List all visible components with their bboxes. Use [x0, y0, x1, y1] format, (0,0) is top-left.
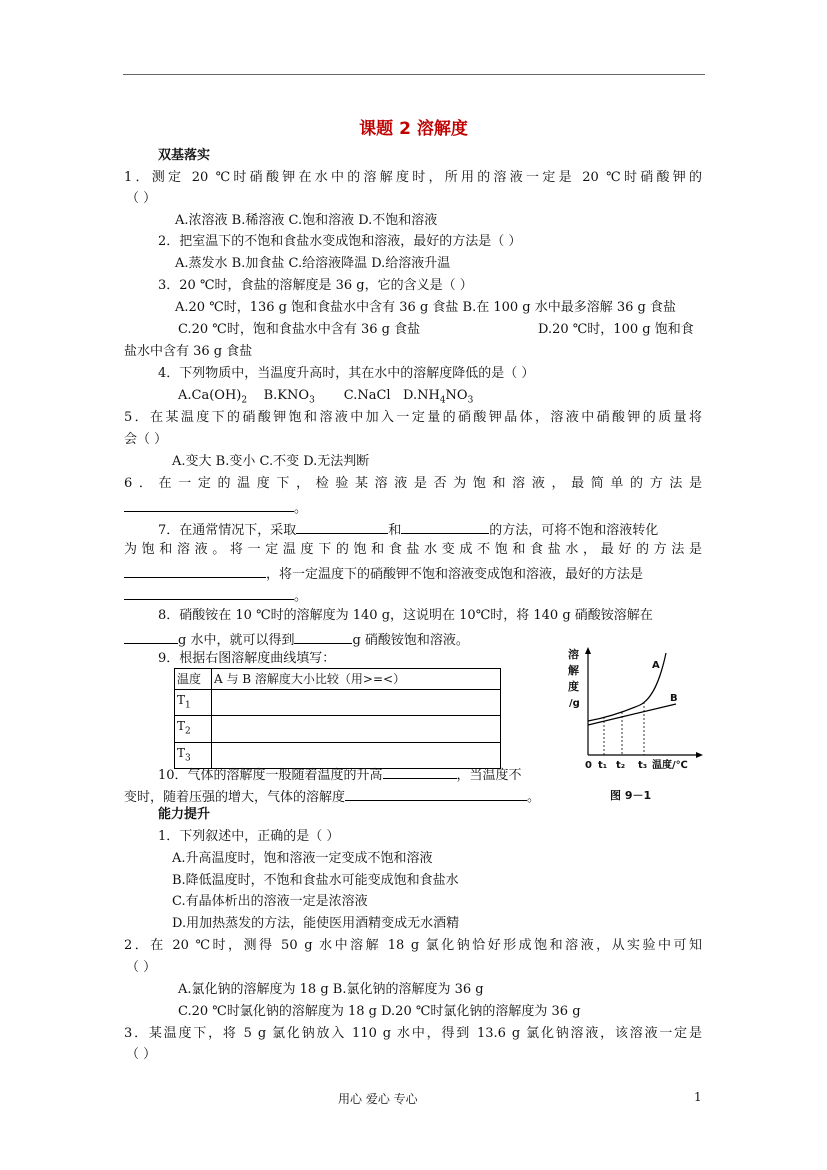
q3-option-c: C.20 ℃时，饱和食盐水中含有 36 g 食盐: [178, 322, 421, 337]
p2-options-ab: A.氯化钠的溶解度为 18 g B.氯化钠的溶解度为 36 g: [178, 982, 484, 997]
q9-table: [174, 668, 501, 769]
q10-line2: 变时，随着压强的增大，气体的溶解度 。: [124, 786, 540, 807]
q6-blank[interactable]: [124, 497, 294, 512]
p3-stem-bracket: （ ）: [126, 1047, 157, 1062]
figure-xlabel: 温度/℃: [652, 760, 688, 771]
p3-stem: 3．某温度下，将 5 g 氯化钠放入 110 g 水中，得到 13.6 g 氯化钠溶液，该溶液一定是: [124, 1026, 702, 1041]
figure-series-b-label: B: [670, 693, 678, 704]
section-heading-advanced: 能力提升: [158, 807, 211, 822]
q5-stem: 5．在某温度下的硝酸钾饱和溶液中加入一定量的硝酸钾晶体，溶液中硝酸钾的质量将: [124, 410, 702, 425]
page-number: 1: [694, 1090, 702, 1104]
q3-option-d: D.20 ℃时，100 g 饱和食: [538, 322, 694, 337]
table-row: [175, 716, 501, 742]
q10-line1: 10．气体的溶解度一般随着温度的升高 ，当温度不: [158, 764, 522, 785]
p1-option-a: A.升高温度时，饱和溶液一定变成不饱和溶液: [172, 851, 433, 866]
q8-line1: 8．硝酸铵在 10 ℃时的溶解度为 140 g，这说明在 10℃时，将 140 g 硝酸铵溶解在: [158, 608, 653, 623]
q1-options: A.浓溶液 B.稀溶液 C.饱和溶液 D.不饱和溶液: [175, 213, 438, 228]
q1-stem: 1．测定 20 ℃时硝酸钾在水中的溶解度时，所用的溶液一定是 20 ℃时硝酸钾的: [124, 170, 702, 185]
q5-stem-cont: 会（ ）: [124, 432, 168, 447]
q1-stem-bracket: （ ）: [126, 191, 157, 206]
q7-line4: 。: [124, 585, 307, 606]
p2-stem: 2．在 20 ℃时，测得 50 g 水中溶解 18 g 氯化钠恰好形成饱和溶液，从实验中可知: [124, 938, 702, 953]
table-row: [175, 690, 501, 716]
figure-y-arrow: [585, 647, 591, 654]
figure-series-a-label: A: [652, 660, 660, 671]
q6-stem: 6．在一定的温度下，检验某溶液是否为饱和溶液，最简单的方法是: [124, 476, 702, 491]
figure-ylabel-4: /g: [569, 698, 580, 709]
figure-tick-t3: t₃: [638, 760, 648, 771]
figure-curve-b: [588, 704, 676, 725]
q4-stem: 4．下列物质中，当温度升高时，其在水中的溶解度降低的是（ ）: [158, 366, 535, 381]
q10-blank-1[interactable]: [383, 764, 457, 779]
figure-x-arrow: [696, 752, 703, 758]
figure-tick-t1: t₁: [598, 760, 608, 771]
p1-option-d: D.用加热蒸发的方法，能使医用酒精变成无水酒精: [172, 916, 460, 931]
p2-options-cd: C.20 ℃时氯化钠的溶解度为 18 g D.20 ℃时氯化钠的溶解度为 36 g: [178, 1004, 581, 1019]
footer-motto: 用心 爱心 专心: [338, 1092, 418, 1106]
q4-option-d: $D.NH_4NO_3$: [403, 388, 474, 406]
page-title: 课题 2 溶解度: [359, 119, 468, 139]
q9-header-temp: 温度: [175, 669, 212, 690]
solubility-curve-figure: [560, 645, 710, 810]
q8-blank-2[interactable]: [294, 629, 352, 644]
q9-row-t3: $T_3$: [175, 742, 212, 768]
q6-answer-line: 。: [124, 497, 307, 518]
q3-stem: 3．20 ℃时，食盐的溶解度是 36 g，它的含义是（ ）: [158, 278, 473, 293]
q10-blank-2[interactable]: [345, 786, 527, 801]
header-rule: [123, 74, 705, 75]
q9-row-t1: $T_1$: [175, 690, 212, 716]
q7-line3: ，将一定温度下的硝酸钾不饱和溶液变成饱和溶液，最好的方法是: [124, 563, 643, 584]
q2-options: A.蒸发水 B.加食盐 C.给溶液降温 D.给溶液升温: [175, 256, 451, 271]
section-heading-basic: 双基落实: [158, 148, 211, 163]
p2-stem-bracket: （ ）: [126, 960, 157, 975]
q9-answer-t1[interactable]: [212, 690, 501, 716]
p1-option-c: C.有晶体析出的溶液一定是浓溶液: [172, 894, 368, 909]
q9-header-compare: A 与 B 溶解度大小比较（用>=<）: [212, 669, 501, 690]
q4-option-a: $A.Ca(OH)_2$: [178, 388, 248, 406]
table-row: [175, 669, 501, 690]
q3-option-d-cont: 盐水中含有 36 g 食盐: [124, 344, 253, 359]
q7-blank-2[interactable]: [401, 519, 489, 534]
q9-row-t2: $T_2$: [175, 716, 212, 742]
q2-stem: 2．把室温下的不饱和食盐水变成饱和溶液，最好的方法是（ ）: [158, 234, 522, 249]
q7-line1: 7．在通常情况下，采取 和 的方法，可将不饱和溶液转化: [158, 519, 658, 540]
q7-blank-1[interactable]: [296, 519, 388, 534]
q3-options-ab: A.20 ℃时，136 g 饱和食盐水中含有 36 g 食盐 B.在 100 g 水中最多溶解 36 g 食盐: [175, 300, 677, 315]
figure-caption: 图 9－1: [610, 789, 652, 802]
q4-option-b: $B.KNO_3$: [263, 388, 315, 406]
q8-line2: g 水中，就可以得到 g 硝酸铵饱和溶液。: [124, 629, 469, 650]
q4-options: [178, 387, 473, 410]
figure-ylabel-1: 溶: [568, 648, 579, 661]
figure-tick-t2: t₂: [616, 760, 626, 771]
q4-option-c: C.NaCl: [343, 388, 391, 403]
q9-answer-t2[interactable]: [212, 716, 501, 742]
q7-blank-4[interactable]: [124, 585, 294, 600]
figure-origin: 0: [585, 760, 592, 771]
q8-blank-1[interactable]: [124, 629, 178, 644]
p1-stem: 1．下列叙述中，正确的是（ ）: [158, 829, 340, 844]
q5-options: A.变大 B.变小 C.不变 D.无法判断: [172, 454, 370, 469]
p1-option-b: B.降低温度时，不饱和食盐水可能变成饱和食盐水: [172, 873, 459, 888]
q7-line2: 为饱和溶液。将一定温度下的饱和食盐水变成不饱和食盐水，最好的方法是: [124, 542, 702, 557]
figure-ylabel-2: 解: [568, 664, 579, 677]
q7-blank-3[interactable]: [124, 563, 266, 578]
figure-ylabel-3: 度: [568, 680, 579, 693]
q9-stem: 9．根据右图溶解度曲线填写：: [158, 651, 336, 666]
